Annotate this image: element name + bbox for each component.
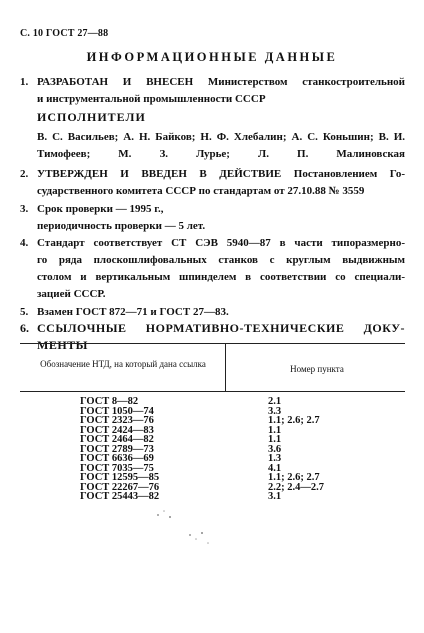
section-3-number: 3.	[20, 203, 29, 215]
section-4-line-2: го ряда плоскошлифовальных станков с круглым выдвижным	[37, 254, 405, 266]
section-4-number: 4.	[20, 237, 29, 249]
section-2	[20, 166, 405, 200]
executors-list	[37, 129, 405, 163]
page-title: ИНФОРМАЦИОННЫЕ ДАННЫЕ	[86, 50, 338, 64]
table-column-items	[268, 397, 324, 502]
section-4-line-4: зацией СССР.	[37, 288, 106, 300]
section-3-line-1: Срок проверки — 1995 г.,	[37, 203, 164, 215]
table-cell-item: 1.1	[268, 424, 282, 436]
table-cell-doc: ГОСТ 25443—82	[80, 491, 160, 502]
section-2-number: 2.	[20, 168, 29, 180]
section-3-line-2: периодичность проверки — 5 лет.	[37, 220, 206, 232]
table-cell-item: 1.1; 2.6; 2.7	[268, 415, 320, 426]
section-1-number: 1.	[20, 76, 29, 88]
table-cell-item: 2.1	[268, 396, 282, 407]
table-cell-doc: ГОСТ 12595—85	[80, 472, 160, 483]
table-cell-item: 1.1; 2.6; 2.7	[268, 472, 320, 483]
section-6-number: 6.	[20, 321, 29, 335]
section-3	[20, 201, 405, 235]
table-cell-doc: ГОСТ 1050—74	[80, 405, 154, 417]
section-1	[20, 74, 405, 108]
table-cell-item: 3.3	[268, 405, 282, 417]
section-6	[20, 320, 405, 354]
table-cell-item: 3.6	[268, 443, 282, 455]
table-cell-item: 2.2; 2.4—2.7	[268, 481, 324, 493]
table-cell-doc: ГОСТ 6636—69	[80, 453, 154, 464]
table-column-divider	[225, 343, 226, 391]
table-header-document: Обозначение НТД, на который дана ссылка	[40, 359, 206, 369]
section-5-line-1: Взамен ГОСТ 872—71 и ГОСТ 27—83.	[37, 306, 229, 318]
section-1-line-2: и инструментальной промышленности СССР	[37, 93, 266, 105]
table-cell-item: 1.3	[268, 453, 282, 464]
section-6-line-2: МЕНТЫ	[37, 338, 88, 352]
table-cell-doc: ГОСТ 2464—82	[80, 434, 154, 445]
table-cell-item: 3.1	[268, 491, 282, 502]
executors-text: В. С. Васильев; А. Н. Байков; Н. Ф. Хлебалин; А. С. Коньшин; В. И. Тимофеев; М. З. Лурье; Л. П. Малиновская	[37, 131, 405, 160]
table-cell-item: 4.1	[268, 462, 282, 474]
scan-speckles	[150, 505, 220, 565]
section-4	[20, 235, 405, 303]
page-header: С. 10 ГОСТ 27—88	[20, 28, 109, 39]
table-header-item: Номер пункта	[290, 364, 344, 374]
table-cell-item: 1.1	[268, 434, 282, 445]
executors-heading: ИСПОЛНИТЕЛИ	[37, 110, 146, 124]
table-cell-doc: ГОСТ 2789—73	[80, 443, 154, 455]
section-2-line-2: сударственного комитета СССР по стандартам от 27.10.88 № 3559	[37, 185, 365, 197]
section-6-line-1: ССЫЛОЧНЫЕ НОРМАТИВНО-ТЕХНИЧЕСКИЕ ДОКУ-	[37, 321, 405, 335]
table-column-documents	[80, 397, 159, 502]
section-1-line-1: РАЗРАБОТАН И ВНЕСЕН Министерством станкостроительной	[37, 76, 405, 88]
section-5-number: 5.	[20, 306, 29, 318]
table-cell-doc: ГОСТ 7035—75	[80, 462, 154, 474]
table-cell-doc: ГОСТ 22267—76	[80, 481, 160, 493]
section-4-line-1: Стандарт соответствует СТ СЭВ 5940—87 в части типоразмерно-	[37, 237, 405, 249]
table-cell-doc: ГОСТ 2323—76	[80, 415, 154, 426]
table-header-rule	[20, 391, 405, 392]
section-2-line-1: УТВЕРЖДЕН И ВВЕДЕН В ДЕЙСТВИЕ Постановлением Го-	[37, 168, 405, 180]
section-4-line-3: столом и вертикальным шпинделем в соответствии со специали-	[37, 271, 405, 283]
section-5	[20, 304, 405, 321]
table-top-rule	[20, 343, 405, 344]
table-cell-doc: ГОСТ 2424—83	[80, 424, 154, 436]
table-cell-doc: ГОСТ 8—82	[80, 396, 139, 407]
